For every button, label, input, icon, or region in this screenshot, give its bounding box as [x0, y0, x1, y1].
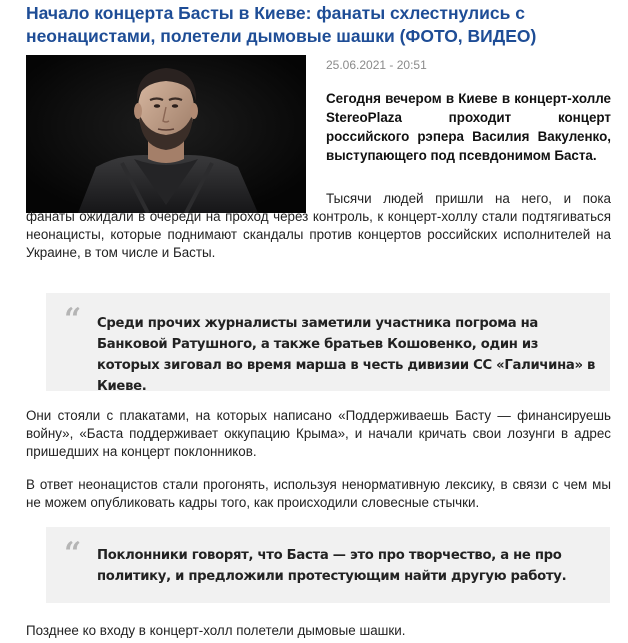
quote-mark-icon: “ [64, 302, 82, 337]
publish-date: 25.06.2021 - 20:51 [326, 58, 427, 72]
blockquote-2 [46, 527, 610, 603]
body-paragraph-2: Они стояли с плакатами, на которых написано «Поддерживаешь Басту — финансируешь войну», «Баста поддерживает оккупацию Крыма», и начали кричать свои лозунги в адрес пришедших на концерт поклонников. [26, 408, 611, 459]
blockquote-1 [46, 293, 610, 394]
quote-text-2: Поклонники говорят, что Баста — это про творчество, а не про политику, и предложили протестующим найти другую работу. [97, 548, 567, 584]
article-title[interactable]: Начало концерта Басты в Киеве: фанаты схлестнулись с неонацистами, полетели дымовые шашки (ФОТО, ВИДЕО) [26, 3, 537, 46]
lead-paragraph: Сегодня вечером в Киеве в концерт-холле StereoPlaza проходит концерт российского рэпера Василия Вакуленко, выступающего под псевдонимом Баста. [326, 91, 611, 163]
quote-text-1: Среди прочих журналисты заметили участника погрома на Банковой Ратушного, а также братьев Кошовенко, один из которых зиговал во время марша в честь дивизии СС «Галичина» в Киеве. [97, 316, 596, 394]
quote-mark-icon: “ [64, 536, 82, 571]
body-paragraph-1: Тысячи людей пришли на него, и пока фанаты ожидали в очереди на проход через контроль, к концерт-холлу стали подтягиваться неонацисты, которые поднимают скандалы против концертов российских исполнителей на Украине, в том числе и Басты. [26, 191, 611, 260]
body-paragraph-4: Позднее ко входу в концерт-холл полетели дымовые шашки. [26, 623, 406, 638]
body-paragraph-3: В ответ неонацистов стали прогонять, используя ненормативную лексику, в связи с чем мы не можем опубликовать кадры того, как происходили словесные стычки. [26, 477, 611, 510]
